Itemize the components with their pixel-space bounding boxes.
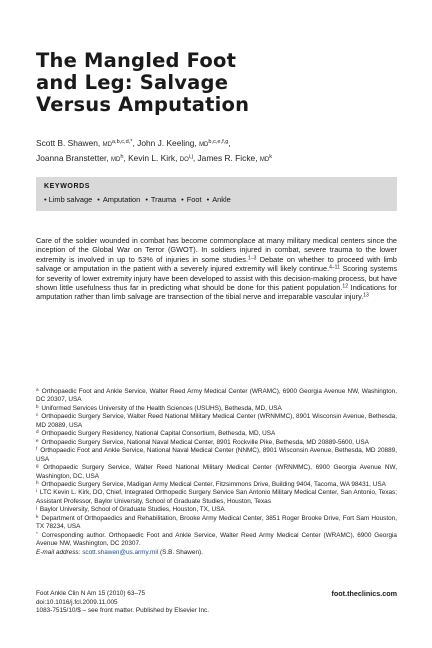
citation-ref: 12 — [342, 283, 348, 290]
affiliation-item: $^j$ Baylor University, School of Graduate Studies, Houston, TX, USA — [36, 505, 225, 514]
author-degree: MD — [102, 142, 112, 148]
author-line-1: Scott B. Shawen, $MD^{a,b,c,d,*}$, John J. Keeling, MD$^{b,c,e,f,g}$, — [36, 138, 231, 148]
affiliation-item: $^g$ Orthopaedic Surgery Service, Walter Reed National Military Medical Center (WRNMMC), 6900 Georgia Avenue NW, Washington, DC, USA — [36, 463, 397, 480]
journal-citation: Foot Ankle Clin N Am 15 (2010) 63–75 — [36, 590, 146, 597]
author-list — [36, 137, 406, 167]
affiliation-item: $^e$ Orthopaedic Surgery Service, National Naval Medical Center, 8901 Rockville Pike, Bethesda, MD 20889-5600, USA — [36, 437, 369, 446]
keyword-item: Foot — [186, 195, 202, 204]
author-name: Scott B. Shawen — [36, 138, 98, 148]
affiliation-item: $^k$ Department of Orthopaedics and Rehabilitation, Brooke Army Medical Center, 3851 Roger Brooke Drive, Fort Sam Houston, TX 78234, USA — [36, 513, 397, 531]
author-degree: MD — [110, 157, 121, 163]
issn-notice: 1083-7515/10/$ – see front matter. Published by Elsevier Inc. — [36, 607, 210, 615]
affiliation-item: $^d$ Orthopaedic Surgery Residency, National Capital Consortium, Bethesda, MD, USA — [36, 429, 276, 438]
keywords-box — [36, 177, 397, 211]
article-title — [36, 50, 396, 116]
affiliations — [36, 388, 397, 557]
citation-ref: 4–11 — [329, 264, 340, 271]
keyword-item: Amputation — [102, 195, 141, 204]
intro-paragraph: Care of the soldier wounded in combat has become commonplace at many military medical centers since the inception of the Global War on Terror (GWOT). In soldiers injured in combat, severe trauma to the lower extremity is involved in up to 53% of injuries in some studies.$^{1-3}$ Debate on whether to proceed with limb salvage or amputation in the patient with a severely injured extremity will likely continue.$^{4-11}$ Scoring systems for severity of lower extremity injury have been developed to assist with this decision-making process, but have shown little usefulness thus far in predicting what should be done for this patient population.$^{12}$ Indications for amputation rather than limb salvage are transection of the tibial nerve and irreparable vascular injury.$^{13}$ — [36, 236, 398, 302]
author-degree: MD — [199, 142, 209, 148]
author-name: James R. Ficke — [197, 153, 256, 163]
affiliation-item: $^a$ Orthopaedic Foot and Ankle Service, Walter Reed Army Medical Center (WRAMC), 6900 Georgia Avenue NW, Washington, DC 20307, USA — [36, 387, 397, 404]
bullet-icon: • — [44, 195, 47, 204]
bullet-icon: • — [145, 195, 148, 204]
bullet-icon: • — [97, 195, 100, 204]
keywords-heading: KEYWORDS — [44, 183, 91, 190]
doi: doi:10.1016/j.fcl.2009.11.005 — [36, 598, 118, 606]
author-affiliation-marks: i,j — [188, 154, 193, 160]
corresponding-author: * Corresponding author. Orthopaedic Foot and Ankle Service, Walter Reed Army Medical Center (WRAMC), 6900 Georgia Avenue NW, Washington, DC 20307. — [36, 530, 397, 548]
author-line-2: Joanna Branstetter, $MD^h$, Kevin L. Kirk, DO$^{i,j}$, James R. Ficke, $MD^k$ — [36, 153, 272, 163]
page-footer — [36, 590, 397, 616]
bullet-icon: • — [181, 195, 184, 204]
email-line: E-mail address: scott.shawen@us.army.mil (S.B. Shawen). — [36, 548, 203, 556]
author-name: John J. Keeling — [137, 138, 195, 148]
author-name: Kevin L. Kirk — [128, 153, 176, 163]
author-name: Joanna Branstetter — [36, 153, 107, 163]
author-affiliation-marks: h — [120, 154, 124, 160]
citation-ref: 13 — [363, 292, 369, 299]
affiliation-item: $^b$ Uniformed Services University of the Health Sciences (USUHS), Bethesda, MD, USA — [36, 403, 282, 412]
keyword-item: Limb salvage — [48, 195, 93, 204]
author-degree: MD — [259, 157, 270, 163]
email-label: E-mail address: — [36, 548, 81, 556]
keyword-item: Ankle — [212, 195, 231, 204]
email-link[interactable]: scott.shawen@us.army.mil — [82, 548, 159, 556]
bullet-icon: • — [206, 195, 210, 204]
keywords-list — [44, 194, 389, 206]
affiliation-item: $^h$ Orthopaedic Surgery Service, Madigan Army Medical Center, Fitzsimmons Drive, Building 9404, Tacoma, WA 98431, USA — [36, 479, 386, 488]
author-affiliation-marks: b,c,e,f,g — [208, 139, 229, 145]
citation-ref: 1–3 — [248, 255, 257, 262]
affiliation-item: $^i$ LTC Kevin L. Kirk, DO, Chief, Integrated Orthopedic Surgery Service San Antonio Military Medical Center, San Antonio, Texas; Assistant Professor, Baylor University, School of Graduate Studies, Houston, Texas — [36, 488, 397, 505]
author-degree: DO — [179, 157, 189, 163]
title-line-3: Versus Amputation — [36, 93, 250, 116]
author-affiliation-marks: k — [269, 154, 272, 160]
title-line-2: and Leg: Salvage — [36, 71, 229, 94]
author-affiliation-marks: a,b,c,d,* — [111, 139, 133, 145]
affiliation-item: $^c$ Orthopaedic Surgery Service, Walter Reed National Military Medical Center (WRNMMC), 8901 Wisconsin Avenue, Bethesda, MD 20889, USA — [36, 412, 398, 429]
keyword-item: Trauma — [150, 195, 177, 204]
title-line-1: The Mangled Foot — [36, 49, 237, 72]
journal-site-link[interactable]: foot.theclinics.com — [331, 589, 397, 598]
affiliation-item: $^f$ Orthopaedic Foot and Ankle Service, National Naval Medical Center (NNMC), 8901 Wisconsin Avenue, Bethesda, MD 20889, USA — [36, 446, 397, 463]
